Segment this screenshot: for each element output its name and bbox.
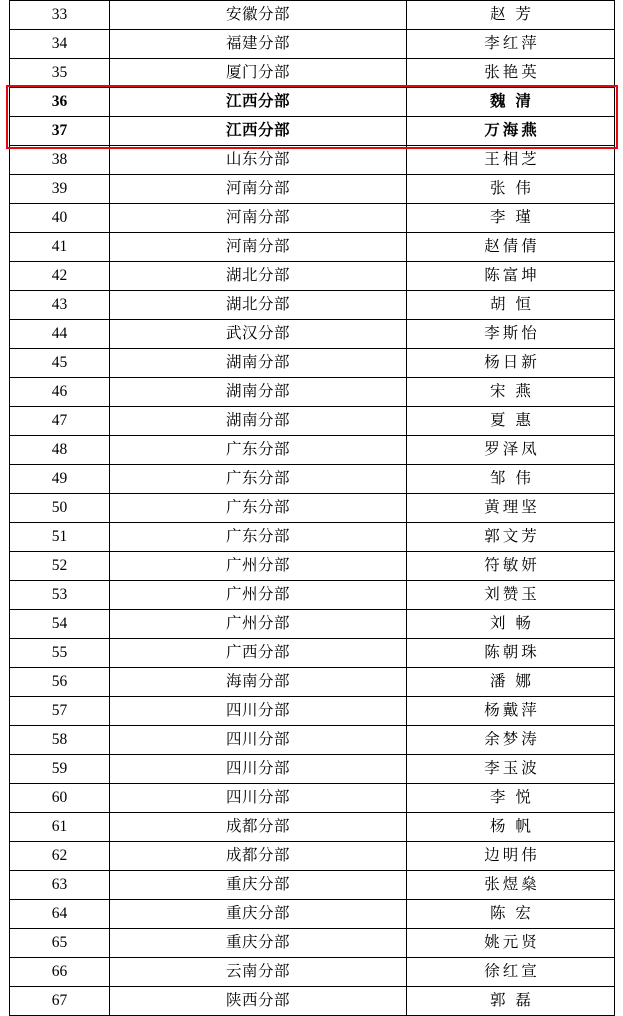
table-row <box>10 929 615 958</box>
table-row <box>10 30 615 59</box>
cell-person-name: 张艳英 <box>407 59 615 88</box>
cell-person-name: 徐红宣 <box>407 958 615 987</box>
cell-sequence-number: 61 <box>10 813 110 842</box>
table-row <box>10 146 615 175</box>
cell-sequence-number: 67 <box>10 987 110 1016</box>
cell-person-name: 陈朝珠 <box>407 639 615 668</box>
table-row <box>10 813 615 842</box>
table-row <box>10 494 615 523</box>
cell-person-name: 张煜燊 <box>407 871 615 900</box>
cell-organization: 福建分部 <box>110 30 407 59</box>
table-row <box>10 1 615 30</box>
cell-person-name: 郭文芳 <box>407 523 615 552</box>
cell-sequence-number: 43 <box>10 291 110 320</box>
cell-sequence-number: 62 <box>10 842 110 871</box>
table-row <box>10 349 615 378</box>
cell-sequence-number: 66 <box>10 958 110 987</box>
table-row <box>10 958 615 987</box>
cell-organization: 广东分部 <box>110 523 407 552</box>
cell-organization: 河南分部 <box>110 204 407 233</box>
table-row <box>10 726 615 755</box>
cell-sequence-number: 34 <box>10 30 110 59</box>
cell-organization: 湖南分部 <box>110 378 407 407</box>
cell-sequence-number: 45 <box>10 349 110 378</box>
table-row <box>10 117 615 146</box>
table-row <box>10 59 615 88</box>
cell-person-name: 邹 伟 <box>407 465 615 494</box>
table-row <box>10 639 615 668</box>
table-row <box>10 755 615 784</box>
cell-person-name: 刘赞玉 <box>407 581 615 610</box>
cell-person-name: 李斯怡 <box>407 320 615 349</box>
cell-person-name: 李红萍 <box>407 30 615 59</box>
cell-sequence-number: 63 <box>10 871 110 900</box>
cell-sequence-number: 35 <box>10 59 110 88</box>
table-row <box>10 320 615 349</box>
cell-person-name: 符敏妍 <box>407 552 615 581</box>
table-row <box>10 842 615 871</box>
cell-person-name: 罗泽凤 <box>407 436 615 465</box>
cell-sequence-number: 53 <box>10 581 110 610</box>
cell-person-name: 刘 畅 <box>407 610 615 639</box>
cell-sequence-number: 33 <box>10 1 110 30</box>
cell-organization: 重庆分部 <box>110 871 407 900</box>
cell-person-name: 赵倩倩 <box>407 233 615 262</box>
cell-organization: 广州分部 <box>110 581 407 610</box>
cell-organization: 河南分部 <box>110 233 407 262</box>
cell-sequence-number: 54 <box>10 610 110 639</box>
cell-sequence-number: 64 <box>10 900 110 929</box>
table-row <box>10 233 615 262</box>
cell-organization: 四川分部 <box>110 726 407 755</box>
cell-organization: 重庆分部 <box>110 929 407 958</box>
cell-sequence-number: 49 <box>10 465 110 494</box>
table-row <box>10 668 615 697</box>
cell-person-name: 陈 宏 <box>407 900 615 929</box>
cell-person-name: 杨日新 <box>407 349 615 378</box>
cell-sequence-number: 60 <box>10 784 110 813</box>
cell-sequence-number: 41 <box>10 233 110 262</box>
cell-organization: 湖北分部 <box>110 262 407 291</box>
cell-person-name: 夏 惠 <box>407 407 615 436</box>
cell-organization: 云南分部 <box>110 958 407 987</box>
table-row <box>10 900 615 929</box>
cell-person-name: 黄理坚 <box>407 494 615 523</box>
cell-organization: 武汉分部 <box>110 320 407 349</box>
table-row <box>10 523 615 552</box>
cell-person-name: 余梦涛 <box>407 726 615 755</box>
cell-organization: 成都分部 <box>110 813 407 842</box>
cell-organization: 湖南分部 <box>110 407 407 436</box>
table-row <box>10 436 615 465</box>
cell-sequence-number: 57 <box>10 697 110 726</box>
table-row <box>10 697 615 726</box>
table-row <box>10 552 615 581</box>
table-row <box>10 88 615 117</box>
cell-person-name: 李玉波 <box>407 755 615 784</box>
table-row <box>10 407 615 436</box>
cell-sequence-number: 52 <box>10 552 110 581</box>
cell-person-name: 边明伟 <box>407 842 615 871</box>
cell-person-name: 魏 清 <box>407 88 615 117</box>
cell-organization: 广西分部 <box>110 639 407 668</box>
cell-sequence-number: 55 <box>10 639 110 668</box>
cell-organization: 厦门分部 <box>110 59 407 88</box>
table-row <box>10 291 615 320</box>
table-row <box>10 581 615 610</box>
cell-person-name: 张 伟 <box>407 175 615 204</box>
table-row <box>10 784 615 813</box>
roster-table-body <box>10 1 615 1016</box>
cell-organization: 广州分部 <box>110 552 407 581</box>
cell-organization: 山东分部 <box>110 146 407 175</box>
cell-sequence-number: 40 <box>10 204 110 233</box>
cell-organization: 广东分部 <box>110 436 407 465</box>
cell-person-name: 杨 帆 <box>407 813 615 842</box>
table-row <box>10 378 615 407</box>
cell-person-name: 杨戴萍 <box>407 697 615 726</box>
cell-sequence-number: 59 <box>10 755 110 784</box>
cell-sequence-number: 51 <box>10 523 110 552</box>
cell-organization: 广东分部 <box>110 465 407 494</box>
cell-person-name: 胡 恒 <box>407 291 615 320</box>
table-row <box>10 987 615 1016</box>
cell-sequence-number: 39 <box>10 175 110 204</box>
cell-sequence-number: 56 <box>10 668 110 697</box>
table-row <box>10 465 615 494</box>
cell-person-name: 陈富坤 <box>407 262 615 291</box>
roster-table <box>9 0 615 1016</box>
cell-person-name: 潘 娜 <box>407 668 615 697</box>
cell-organization: 成都分部 <box>110 842 407 871</box>
cell-sequence-number: 44 <box>10 320 110 349</box>
cell-sequence-number: 36 <box>10 88 110 117</box>
cell-sequence-number: 46 <box>10 378 110 407</box>
cell-sequence-number: 58 <box>10 726 110 755</box>
cell-sequence-number: 47 <box>10 407 110 436</box>
table-row <box>10 610 615 639</box>
cell-person-name: 宋 燕 <box>407 378 615 407</box>
cell-organization: 江西分部 <box>110 117 407 146</box>
cell-organization: 重庆分部 <box>110 900 407 929</box>
cell-sequence-number: 65 <box>10 929 110 958</box>
cell-person-name: 王相芝 <box>407 146 615 175</box>
cell-sequence-number: 48 <box>10 436 110 465</box>
cell-sequence-number: 38 <box>10 146 110 175</box>
cell-person-name: 李 瑾 <box>407 204 615 233</box>
cell-person-name: 姚元贤 <box>407 929 615 958</box>
cell-organization: 四川分部 <box>110 755 407 784</box>
cell-organization: 陕西分部 <box>110 987 407 1016</box>
table-row <box>10 204 615 233</box>
cell-organization: 湖北分部 <box>110 291 407 320</box>
cell-organization: 安徽分部 <box>110 1 407 30</box>
cell-person-name: 李 悦 <box>407 784 615 813</box>
cell-sequence-number: 37 <box>10 117 110 146</box>
cell-sequence-number: 42 <box>10 262 110 291</box>
cell-organization: 河南分部 <box>110 175 407 204</box>
cell-person-name: 赵 芳 <box>407 1 615 30</box>
cell-person-name: 郭 磊 <box>407 987 615 1016</box>
table-row <box>10 175 615 204</box>
cell-organization: 海南分部 <box>110 668 407 697</box>
cell-organization: 广州分部 <box>110 610 407 639</box>
cell-organization: 湖南分部 <box>110 349 407 378</box>
cell-organization: 四川分部 <box>110 697 407 726</box>
cell-organization: 广东分部 <box>110 494 407 523</box>
table-row <box>10 871 615 900</box>
cell-sequence-number: 50 <box>10 494 110 523</box>
table-row <box>10 262 615 291</box>
cell-organization: 江西分部 <box>110 88 407 117</box>
cell-person-name: 万海燕 <box>407 117 615 146</box>
cell-organization: 四川分部 <box>110 784 407 813</box>
